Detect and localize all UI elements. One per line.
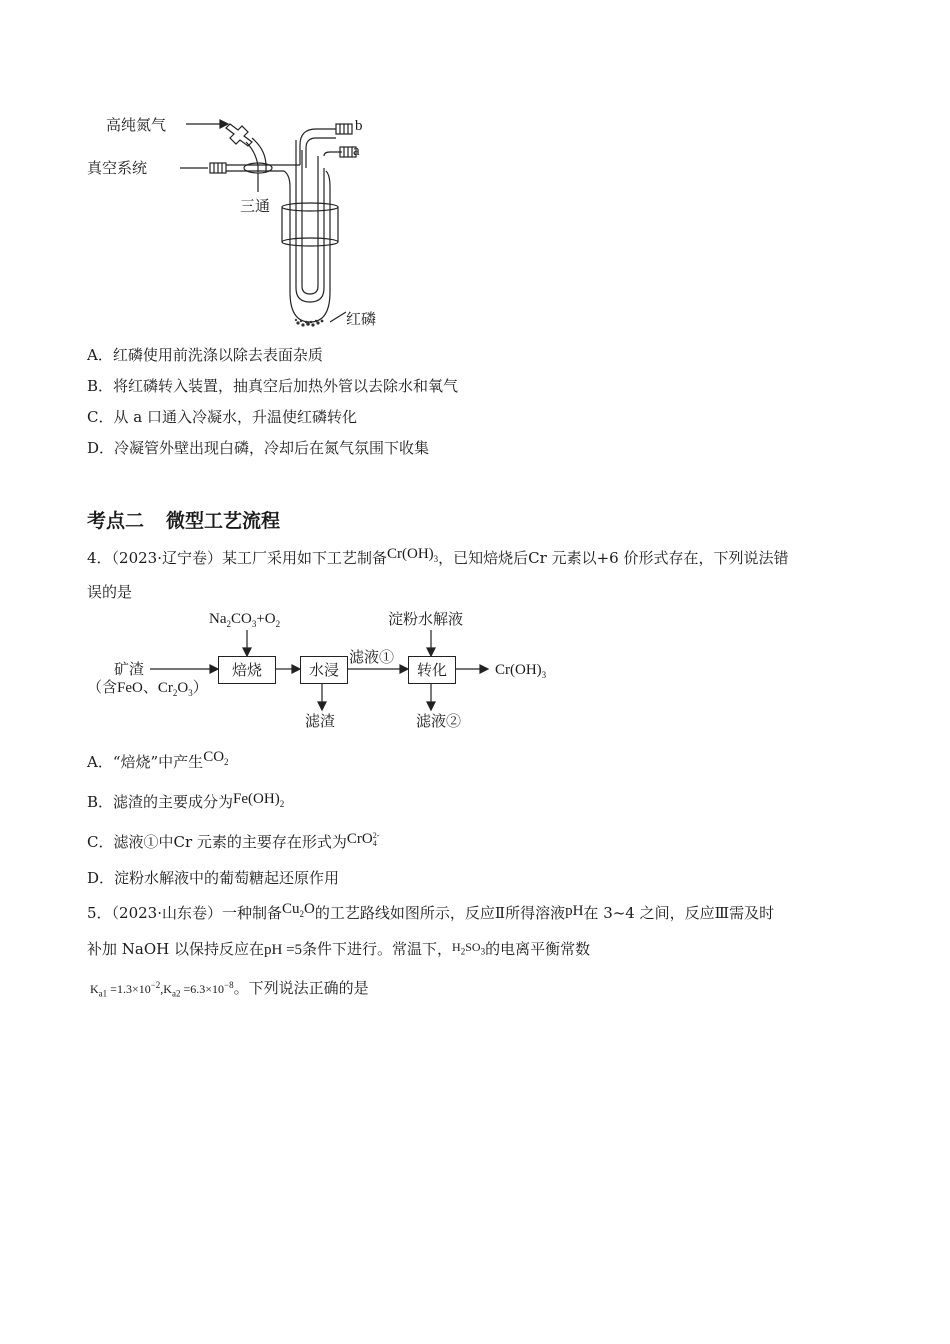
starch-label: 淀粉水解液: [388, 610, 464, 628]
q4-option-c: C．滤液①中Cr 元素的主要存在形式为CrO 2- 4: [87, 830, 380, 851]
q4-option-b: B．滤渣的主要成分为$Fe(OH)_2$: [87, 791, 285, 811]
q5-stem-line3: $K_{a1} =1.3\times 10^{-2},K_{a2} =6.3\times 10^{-8}$。下列说法正确的是: [87, 979, 369, 999]
q4-option-a: A．“焙烧”中产生$CO_2$: [87, 749, 229, 771]
vacuum-label: 真空系统: [87, 159, 148, 177]
q3-option-d: D．冷凝管外壁出现白磷，冷却后在氮气氛围下收集: [87, 439, 430, 457]
ore-note: （含FeO、$Cr_2O_3$）: [87, 680, 208, 698]
threeway-label: 三通: [240, 197, 271, 215]
apparatus-drawing: [180, 110, 400, 340]
q3-option-c: C．从 a 口通入冷凝水，升温使红磷转化: [87, 408, 357, 426]
nitrogen-label: 高纯氮气: [106, 116, 167, 134]
red-phosphorus-label: 红磷: [346, 310, 377, 328]
q4-option-d: D．淀粉水解液中的葡萄糖起还原作用: [87, 869, 340, 887]
residue-label: 滤渣: [305, 712, 336, 730]
port-a-label: a: [353, 143, 360, 159]
q3-option-b: B．将红磷转入装置，抽真空后加热外管以去除水和氧气: [87, 377, 459, 395]
ore-label: 矿渣: [114, 660, 145, 678]
conversion-box: 转化: [408, 656, 456, 684]
section-heading: 考点二 微型工艺流程: [87, 510, 281, 532]
filtrate2-label: 滤液②: [416, 712, 462, 730]
reagents-label: $Na_2CO_3+O_2$: [209, 611, 281, 629]
q5-stem-line1: 5．（2023·山东卷）一种制备$Cu_2O$的工艺路线如图所示，反应Ⅱ所得溶液pH在 3~4 之间，反应Ⅲ需及时: [87, 901, 775, 922]
filtrate1-label: 滤液①: [349, 648, 395, 666]
q4-stem-line1: 4．（2023·辽宁卷）某工厂采用如下工艺制备$Cr(OH)_3$，已知焙烧后Cr 元素以+6 价形式存在，下列说法错: [87, 546, 789, 567]
q5-stem-line2: 补加 NaOH 以保持反应在pH =5条件下进行。常温下，$^{H_2SO_3}$的电离平衡常数: [87, 940, 591, 958]
q4-stem-line2: 误的是: [87, 583, 133, 601]
q3-option-a: A．红磷使用前洗涤以除去表面杂质: [87, 346, 323, 364]
roasting-box: 焙烧: [218, 656, 276, 684]
water-leach-box: 水浸: [300, 656, 348, 684]
port-b-label: b: [355, 118, 363, 134]
product-label: $Cr(OH)_3$: [495, 662, 547, 680]
